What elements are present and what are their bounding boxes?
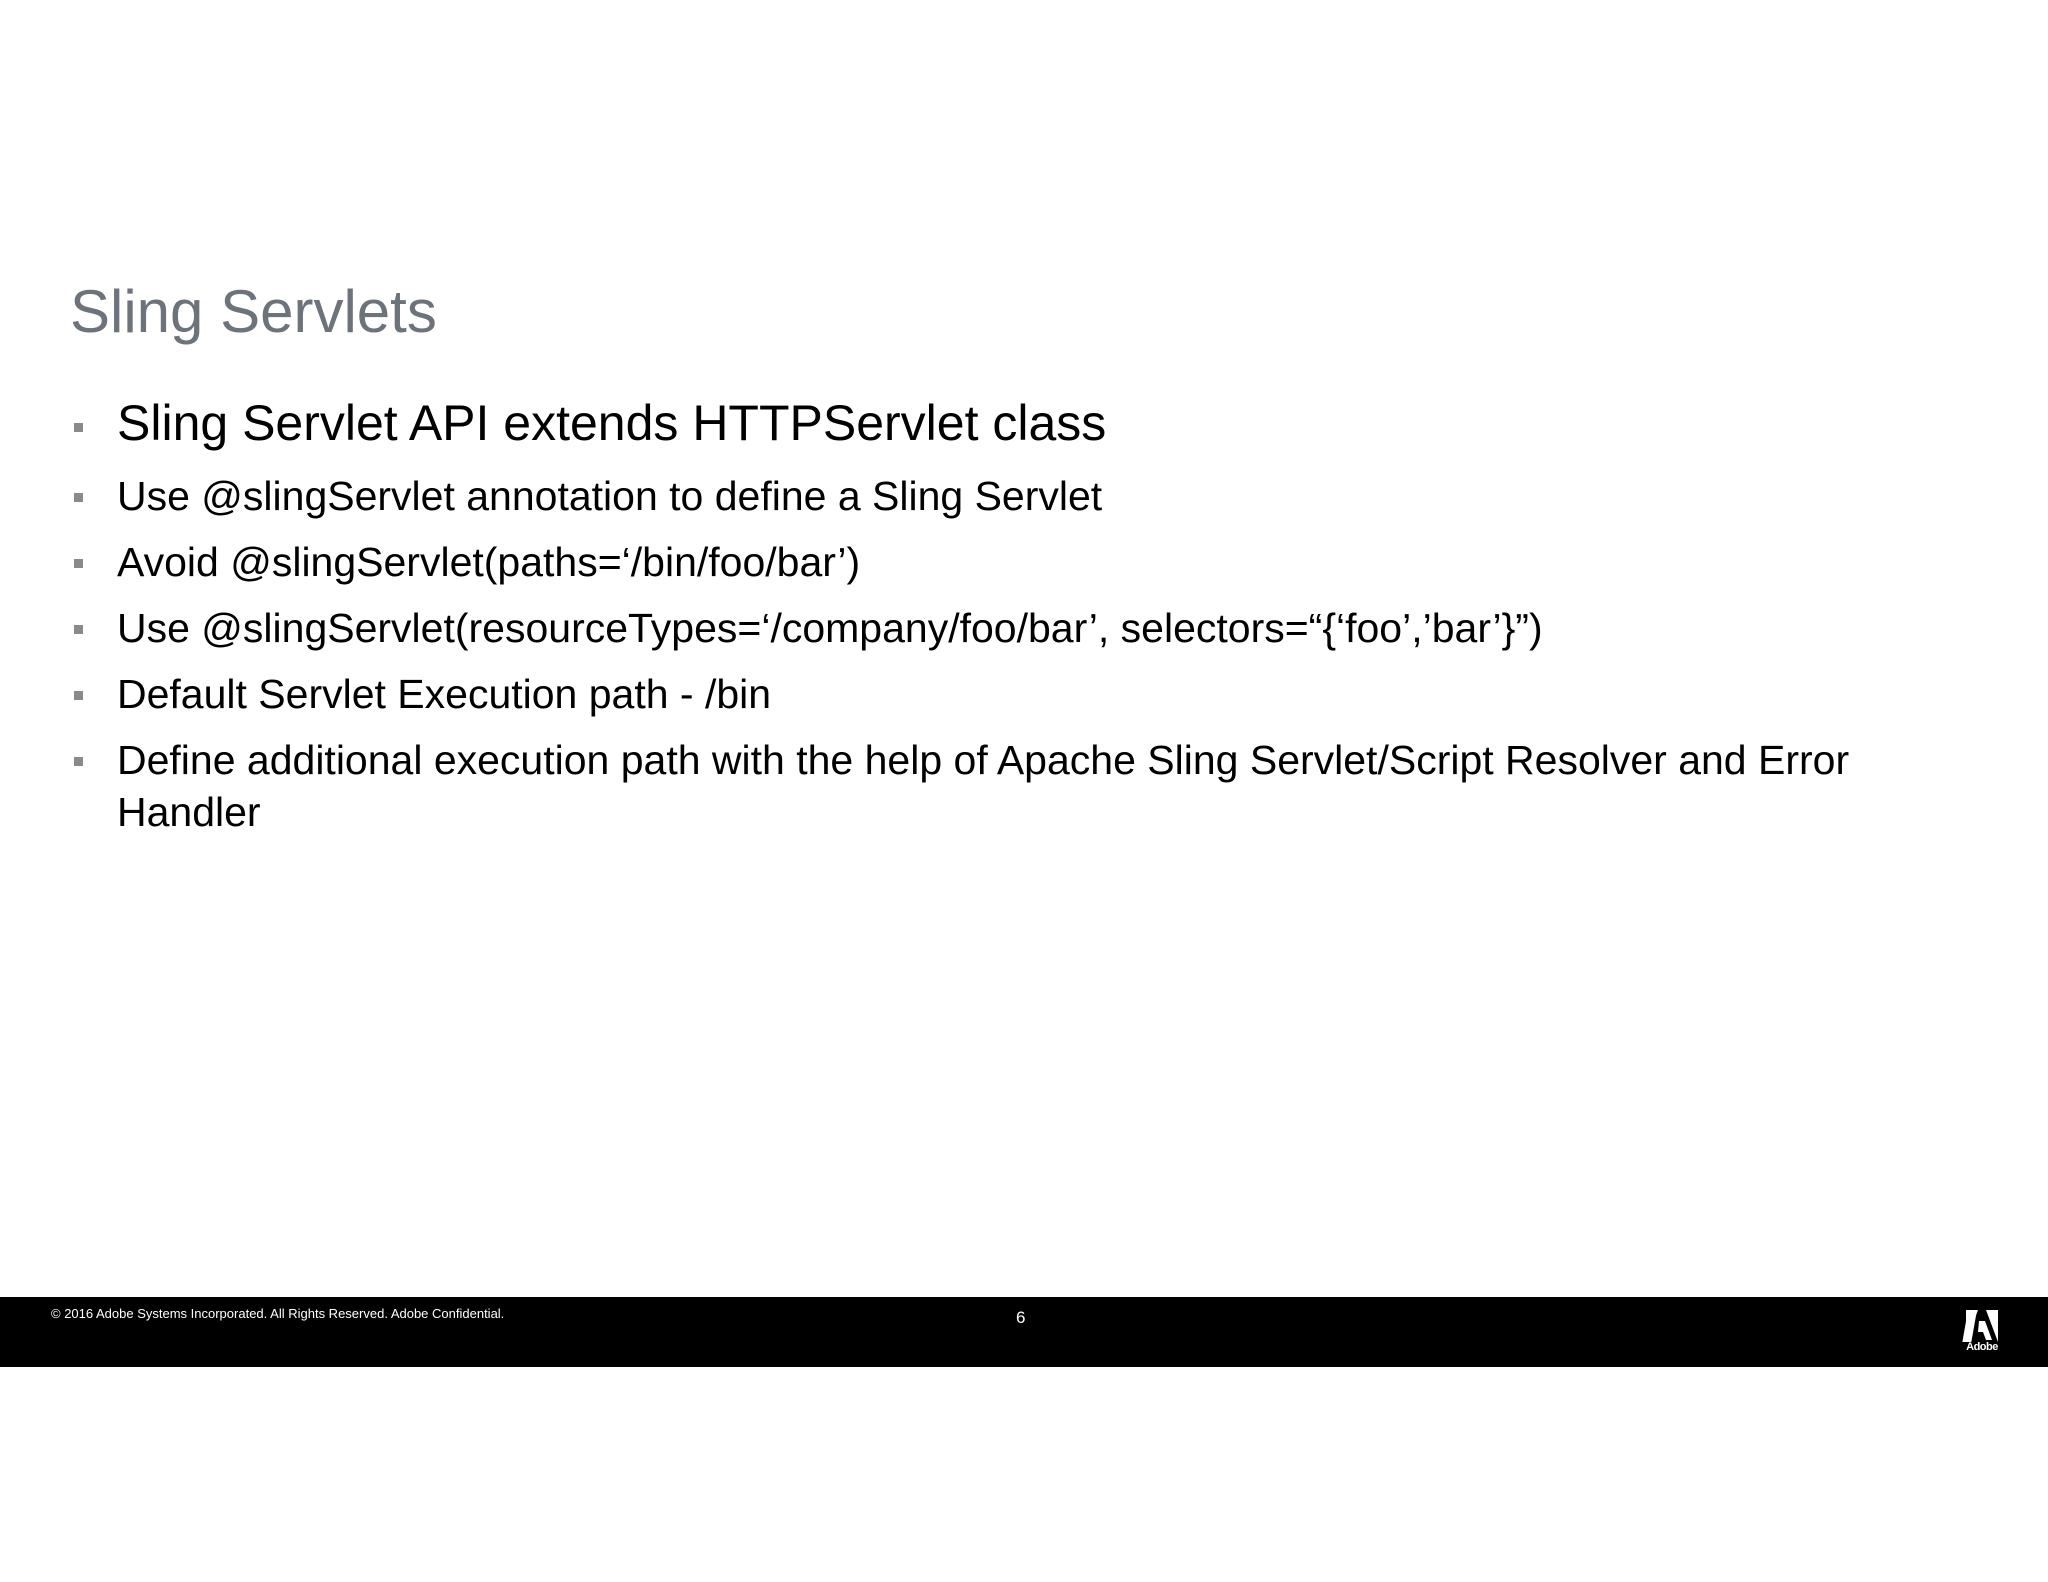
adobe-logo-mark	[1962, 1310, 2002, 1342]
bullet-square-icon	[74, 625, 83, 634]
bullet-square-icon	[74, 757, 83, 766]
page-number: 6	[1016, 1308, 1026, 1327]
logo-wordmark: Adobe	[1966, 1341, 1998, 1353]
copyright-notice: © 2016 Adobe Systems Incorporated. All Rights Reserved. Adobe Confidential.	[51, 1306, 505, 1321]
bullet-text: Use @slingServlet annotation to define a Sling Servlet	[117, 473, 1103, 519]
slide-title: Sling Servlets	[70, 278, 437, 345]
slide-footer	[0, 1297, 2048, 1367]
bullet-text: Sling Servlet API extends HTTPServlet class	[117, 395, 1107, 451]
bullet-square-icon	[74, 559, 83, 568]
adobe-logo-icon	[1962, 1310, 2002, 1356]
bullet-text: Default Servlet Execution path - /bin	[117, 671, 772, 717]
bullet-text: Define additional execution path with the help of Apache Sling Servlet/Script Resolver and Error Handler	[117, 737, 1850, 835]
bullet-square-icon	[74, 691, 83, 700]
bullet-text: Avoid @slingServlet(paths=‘/bin/foo/bar’)	[117, 539, 861, 585]
bullet-text: Use @slingServlet(resourceTypes=‘/company/foo/bar’, selectors=“{‘foo’,’bar’}”)	[117, 605, 1543, 651]
bullet-square-icon	[74, 493, 83, 502]
bullet-square-icon	[74, 423, 83, 432]
